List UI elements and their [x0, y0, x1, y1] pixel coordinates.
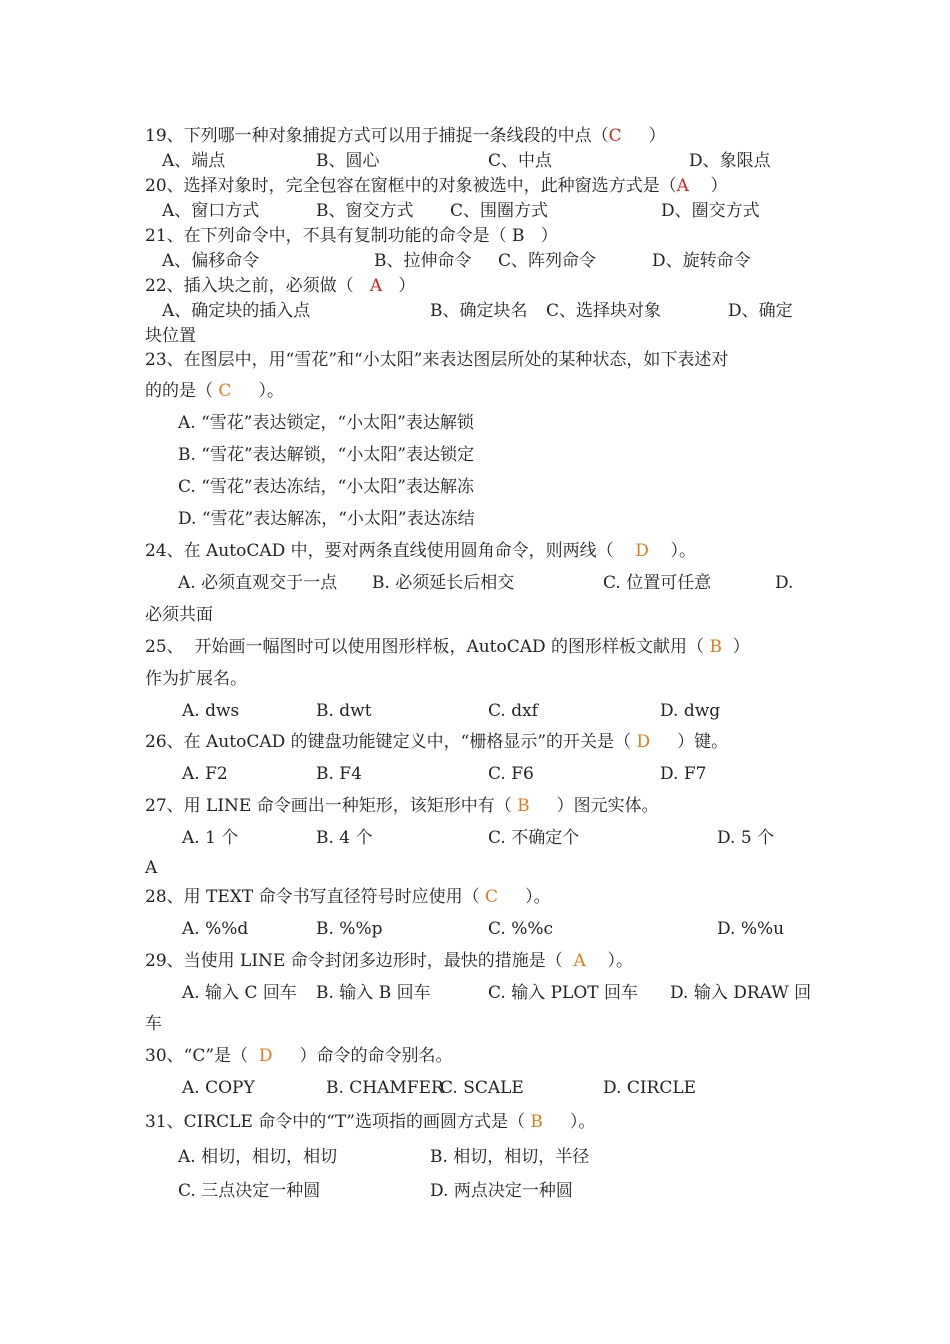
option-d: D. F7: [660, 764, 707, 784]
question-text-end: ）。: [231, 381, 284, 401]
question-29: [145, 951, 633, 971]
question-22: [145, 276, 415, 296]
question-27: [145, 796, 659, 816]
option-a: A. “雪花”表达锁定，“小太阳”表达解锁: [178, 413, 474, 433]
option-wrap: 块位置: [145, 326, 196, 346]
option-d: D. 输入 DRAW 回: [670, 983, 812, 1003]
question-text-end: ）键。: [650, 732, 729, 752]
option-d: D. 5 个: [717, 828, 775, 848]
option-wrap: 必须共面: [145, 605, 213, 625]
option-b: B. 4 个: [316, 828, 373, 848]
answer: B: [512, 226, 525, 246]
option-c: C、选择块对象: [546, 301, 662, 321]
question-text: 24、在 AutoCAD 中，要对两条直线使用圆角命令，则两线（: [145, 541, 636, 561]
question-text-end: ）: [721, 637, 750, 657]
answer: A: [573, 951, 586, 971]
option-b: B. dwt: [316, 701, 372, 721]
option-wrap: A: [145, 858, 158, 878]
option-a: A. COPY: [182, 1078, 255, 1098]
question-20: [145, 176, 728, 196]
option-d: D. %%u: [717, 919, 785, 939]
question-text-end: ）。: [542, 1112, 596, 1132]
option-d: D. CIRCLE: [603, 1078, 697, 1098]
option-b: B. F4: [316, 764, 362, 784]
question-text: 19、下列哪一种对象捕捉方式可以用于捕捉一条线段的中点（: [145, 126, 609, 146]
question-text: 21、在下列命令中，不具有复制功能的命令是（: [145, 226, 513, 246]
question-23: 23、在图层中，用“雪花”和“小太阳”来表达图层所处的某种状态，如下表述对: [145, 350, 729, 370]
option-a: A. %%d: [182, 919, 249, 939]
option-a: A、偏移命令: [162, 251, 260, 271]
option-d: D、象限点: [689, 151, 771, 171]
question-text: 26、在 AutoCAD 的键盘功能键定义中，“栅格显示”的开关是（: [145, 732, 637, 752]
answer: A: [369, 276, 383, 296]
option-a: A. F2: [182, 764, 228, 784]
question-text: 20、选择对象时，完全包容在窗框中的对象被选中，此种窗选方式是（: [145, 176, 677, 196]
question-text: 28、用 TEXT 命令书写直径符号时应使用（: [145, 887, 486, 907]
question-text-end: ）。: [585, 951, 633, 971]
option-a: A、窗口方式: [162, 201, 260, 221]
option-d: D. dwg: [660, 701, 721, 721]
option-c: C. 输入 PLOT 回车: [488, 983, 639, 1003]
option-c: C. dxf: [488, 701, 538, 721]
question-text: 29、当使用 LINE 命令封闭多边形时，最快的措施是（: [145, 951, 574, 971]
option-a: A、确定块的插入点: [162, 301, 311, 321]
option-a: A、端点: [162, 151, 226, 171]
option-a: A. 1 个: [182, 828, 239, 848]
option-c: C. F6: [488, 764, 534, 784]
question-text-end: ）。: [648, 541, 697, 561]
option-b: B、拉伸命令: [374, 251, 472, 271]
option-b: B. “雪花”表达解锁，“小太阳”表达锁定: [178, 445, 475, 465]
option-b: B. 相切，相切，半径: [430, 1147, 590, 1167]
option-d: D、确定: [728, 301, 793, 321]
option-c: C. %%c: [488, 919, 554, 939]
option-c: C、中点: [488, 151, 553, 171]
answer: D: [636, 732, 651, 752]
option-c: C. “雪花”表达冻结，“小太阳”表达解冻: [178, 477, 474, 497]
question-25-cont: 作为扩展名。: [145, 669, 247, 689]
question-24: [145, 541, 696, 561]
question-text-end: ）: [524, 226, 558, 246]
question-text-end: ）: [382, 276, 416, 296]
question-25: [145, 637, 750, 657]
option-c: C. SCALE: [440, 1078, 524, 1098]
option-c: C. 不确定个: [488, 828, 580, 848]
answer: B: [530, 1112, 543, 1132]
option-wrap: 车: [145, 1014, 162, 1034]
question-text-end: ）: [688, 176, 728, 196]
option-b: B. 必须延长后相交: [372, 573, 515, 593]
option-c: C. 三点决定一种圆: [178, 1181, 321, 1201]
question-30: [145, 1046, 453, 1066]
option-d: D、圈交方式: [661, 201, 760, 221]
question-19: [145, 126, 666, 146]
question-text: 31、CIRCLE 命令中的“T”选项指的画圆方式是（: [145, 1112, 531, 1132]
option-c: C、阵列命令: [498, 251, 597, 271]
option-b: B、确定块名: [430, 301, 528, 321]
answer: C: [485, 887, 499, 907]
option-d: D.: [775, 573, 794, 593]
question-31: [145, 1112, 595, 1132]
option-b: B、窗交方式: [316, 201, 414, 221]
answer: D: [635, 541, 649, 561]
question-text-end: ）: [621, 126, 666, 146]
option-d: D、旋转命令: [652, 251, 751, 271]
answer: A: [676, 176, 689, 196]
option-d: D. “雪花”表达解冻，“小太阳”表达冻结: [178, 509, 475, 529]
question-23-cont: [145, 381, 284, 401]
option-a: A. dws: [182, 701, 240, 721]
question-text-end: ）命令的命令别名。: [272, 1046, 453, 1066]
option-a: A. 必须直观交于一点: [178, 573, 338, 593]
answer: C: [608, 126, 622, 146]
option-b: B、圆心: [316, 151, 380, 171]
option-c: C. 位置可任意: [603, 573, 712, 593]
option-b: B. CHAMFER: [326, 1078, 444, 1098]
option-b: B. %%p: [316, 919, 383, 939]
answer: D: [258, 1046, 273, 1066]
option-b: B. 输入 B 回车: [316, 983, 431, 1003]
question-21: [145, 226, 558, 246]
question-text: 30、“C”是（: [145, 1046, 259, 1066]
option-a: A. 输入 C 回车: [182, 983, 297, 1003]
option-a: A. 相切，相切，相切: [178, 1147, 338, 1167]
question-text: 27、用 LINE 命令画出一种矩形，该矩形中有（: [145, 796, 518, 816]
answer: B: [517, 796, 530, 816]
question-26: [145, 732, 728, 752]
answer: B: [709, 637, 722, 657]
question-text-end: ）图元实体。: [529, 796, 659, 816]
option-d: D. 两点决定一种圆: [430, 1181, 573, 1201]
option-c: C、围圈方式: [450, 201, 549, 221]
question-text: 的的是（: [145, 381, 219, 401]
question-28: [145, 887, 551, 907]
question-text: 22、插入块之前，必须做（: [145, 276, 370, 296]
question-text-end: ）。: [498, 887, 551, 907]
question-text: 25、 开始画一幅图时可以使用图形样板，AutoCAD 的图形样板文献用（: [145, 637, 710, 657]
answer: C: [218, 381, 232, 401]
